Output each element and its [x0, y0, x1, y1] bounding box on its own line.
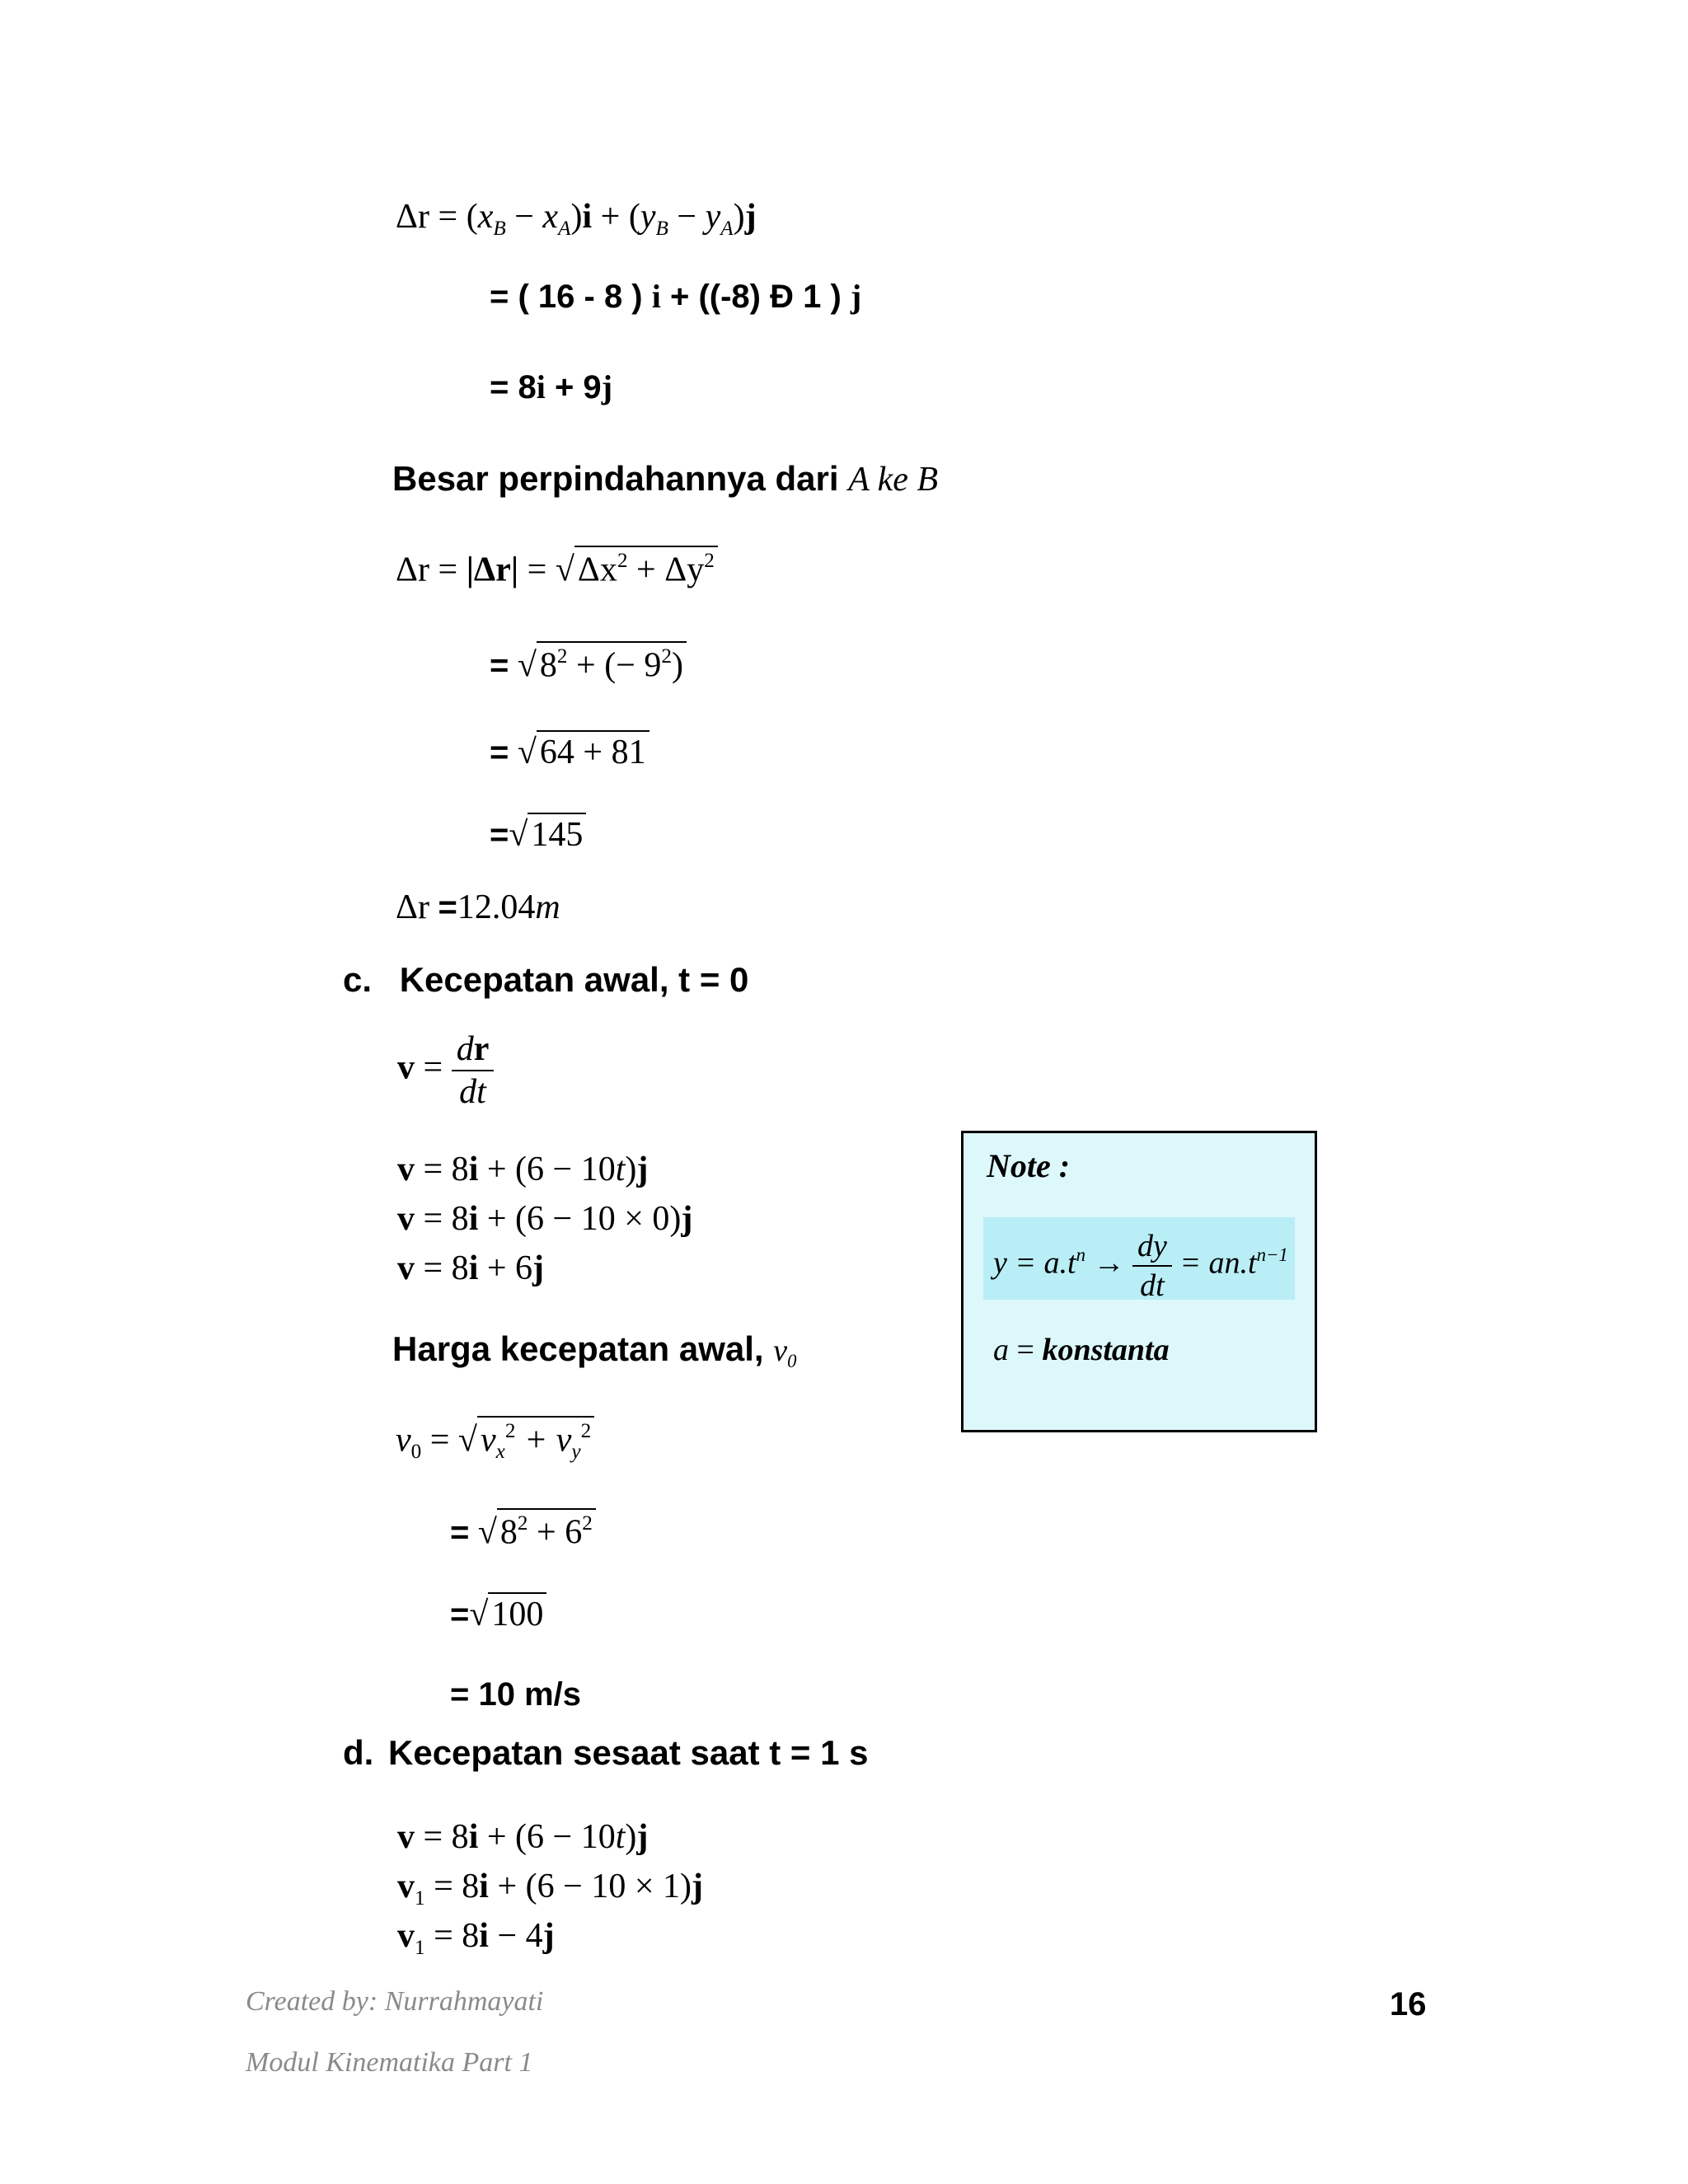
velocity-equation-initial: v = 8i + 6j	[397, 1249, 545, 1287]
displacement-magnitude-heading: Besar perpindahannya dari A ke B	[392, 459, 939, 499]
note-box	[961, 1131, 1317, 1432]
displacement-magnitude-formula: $\Delta r = |\Delta r| = √\Delta x^2 + \Delta y^2$	[396, 546, 718, 587]
footer-module-title: Modul Kinematika Part 1	[246, 2047, 533, 2078]
note-dy-dt-fraction: $\frac{dy}{dt}$	[1132, 1230, 1172, 1301]
initial-speed-step-1: = $√8^2 + 6^2$	[450, 1508, 596, 1549]
initial-speed-formula: $v_0 = √v_x^2 + v_y^2$	[396, 1416, 594, 1462]
page-number: 16	[1390, 1986, 1427, 2022]
initial-speed-result: = 10 m/s	[450, 1676, 582, 1713]
magnitude-step-3: =√145	[490, 813, 586, 852]
magnitude-step-2: = √64 + 81	[490, 730, 649, 770]
initial-speed-step-2: =√100	[450, 1592, 546, 1632]
note-constant-definition: a = konstanta	[993, 1333, 1170, 1367]
magnitude-step-1: = $√8^2$ + (− $9^2$)	[490, 641, 687, 682]
velocity-derivative-fraction: $\frac{dr}{dt}$	[452, 1032, 495, 1109]
velocity-definition: v = $\frac{dr}{dt}$	[397, 1032, 494, 1109]
instant-velocity-result: $v_1 = 8i - 4j$	[397, 1917, 555, 1959]
velocity-equation-t0: v = 8i + (6 − 10 × 0)j	[397, 1200, 693, 1238]
displacement-magnitude-result: Δr =12.04m	[396, 888, 560, 926]
velocity-equation-general: v = 8i + (6 − 10t)j	[397, 1151, 649, 1188]
initial-speed-heading: Harga kecepatan awal, $v_0$	[392, 1329, 797, 1371]
note-derivative-formula: $y = a.t^n$ → $\frac{dy}{dt}$ = $an.t^{n-1}$	[993, 1229, 1288, 1303]
footer-author: Created by: Nurrahmayati	[246, 1986, 544, 2017]
section-c-heading: c. Kecepatan awal, t = 0	[343, 960, 749, 999]
displacement-vector-formula: $\Delta r = (x_B - x_A)i + (y_B - y_A)j$	[396, 198, 757, 240]
displacement-result-vector: = 8i + 9j	[490, 368, 613, 405]
instant-velocity-t1: $v_1 = 8i + (6 - 10 \times 1)j$	[397, 1868, 703, 1910]
instant-velocity-general: v = 8i + (6 − 10t)j	[397, 1818, 649, 1856]
note-title: Note :	[987, 1147, 1071, 1184]
section-d-heading: d. Kecepatan sesaat saat t = 1 s	[343, 1733, 869, 1772]
displacement-substitution: = ( 16 - 8 ) i + ((-8) Ð 1 ) j	[490, 278, 862, 315]
